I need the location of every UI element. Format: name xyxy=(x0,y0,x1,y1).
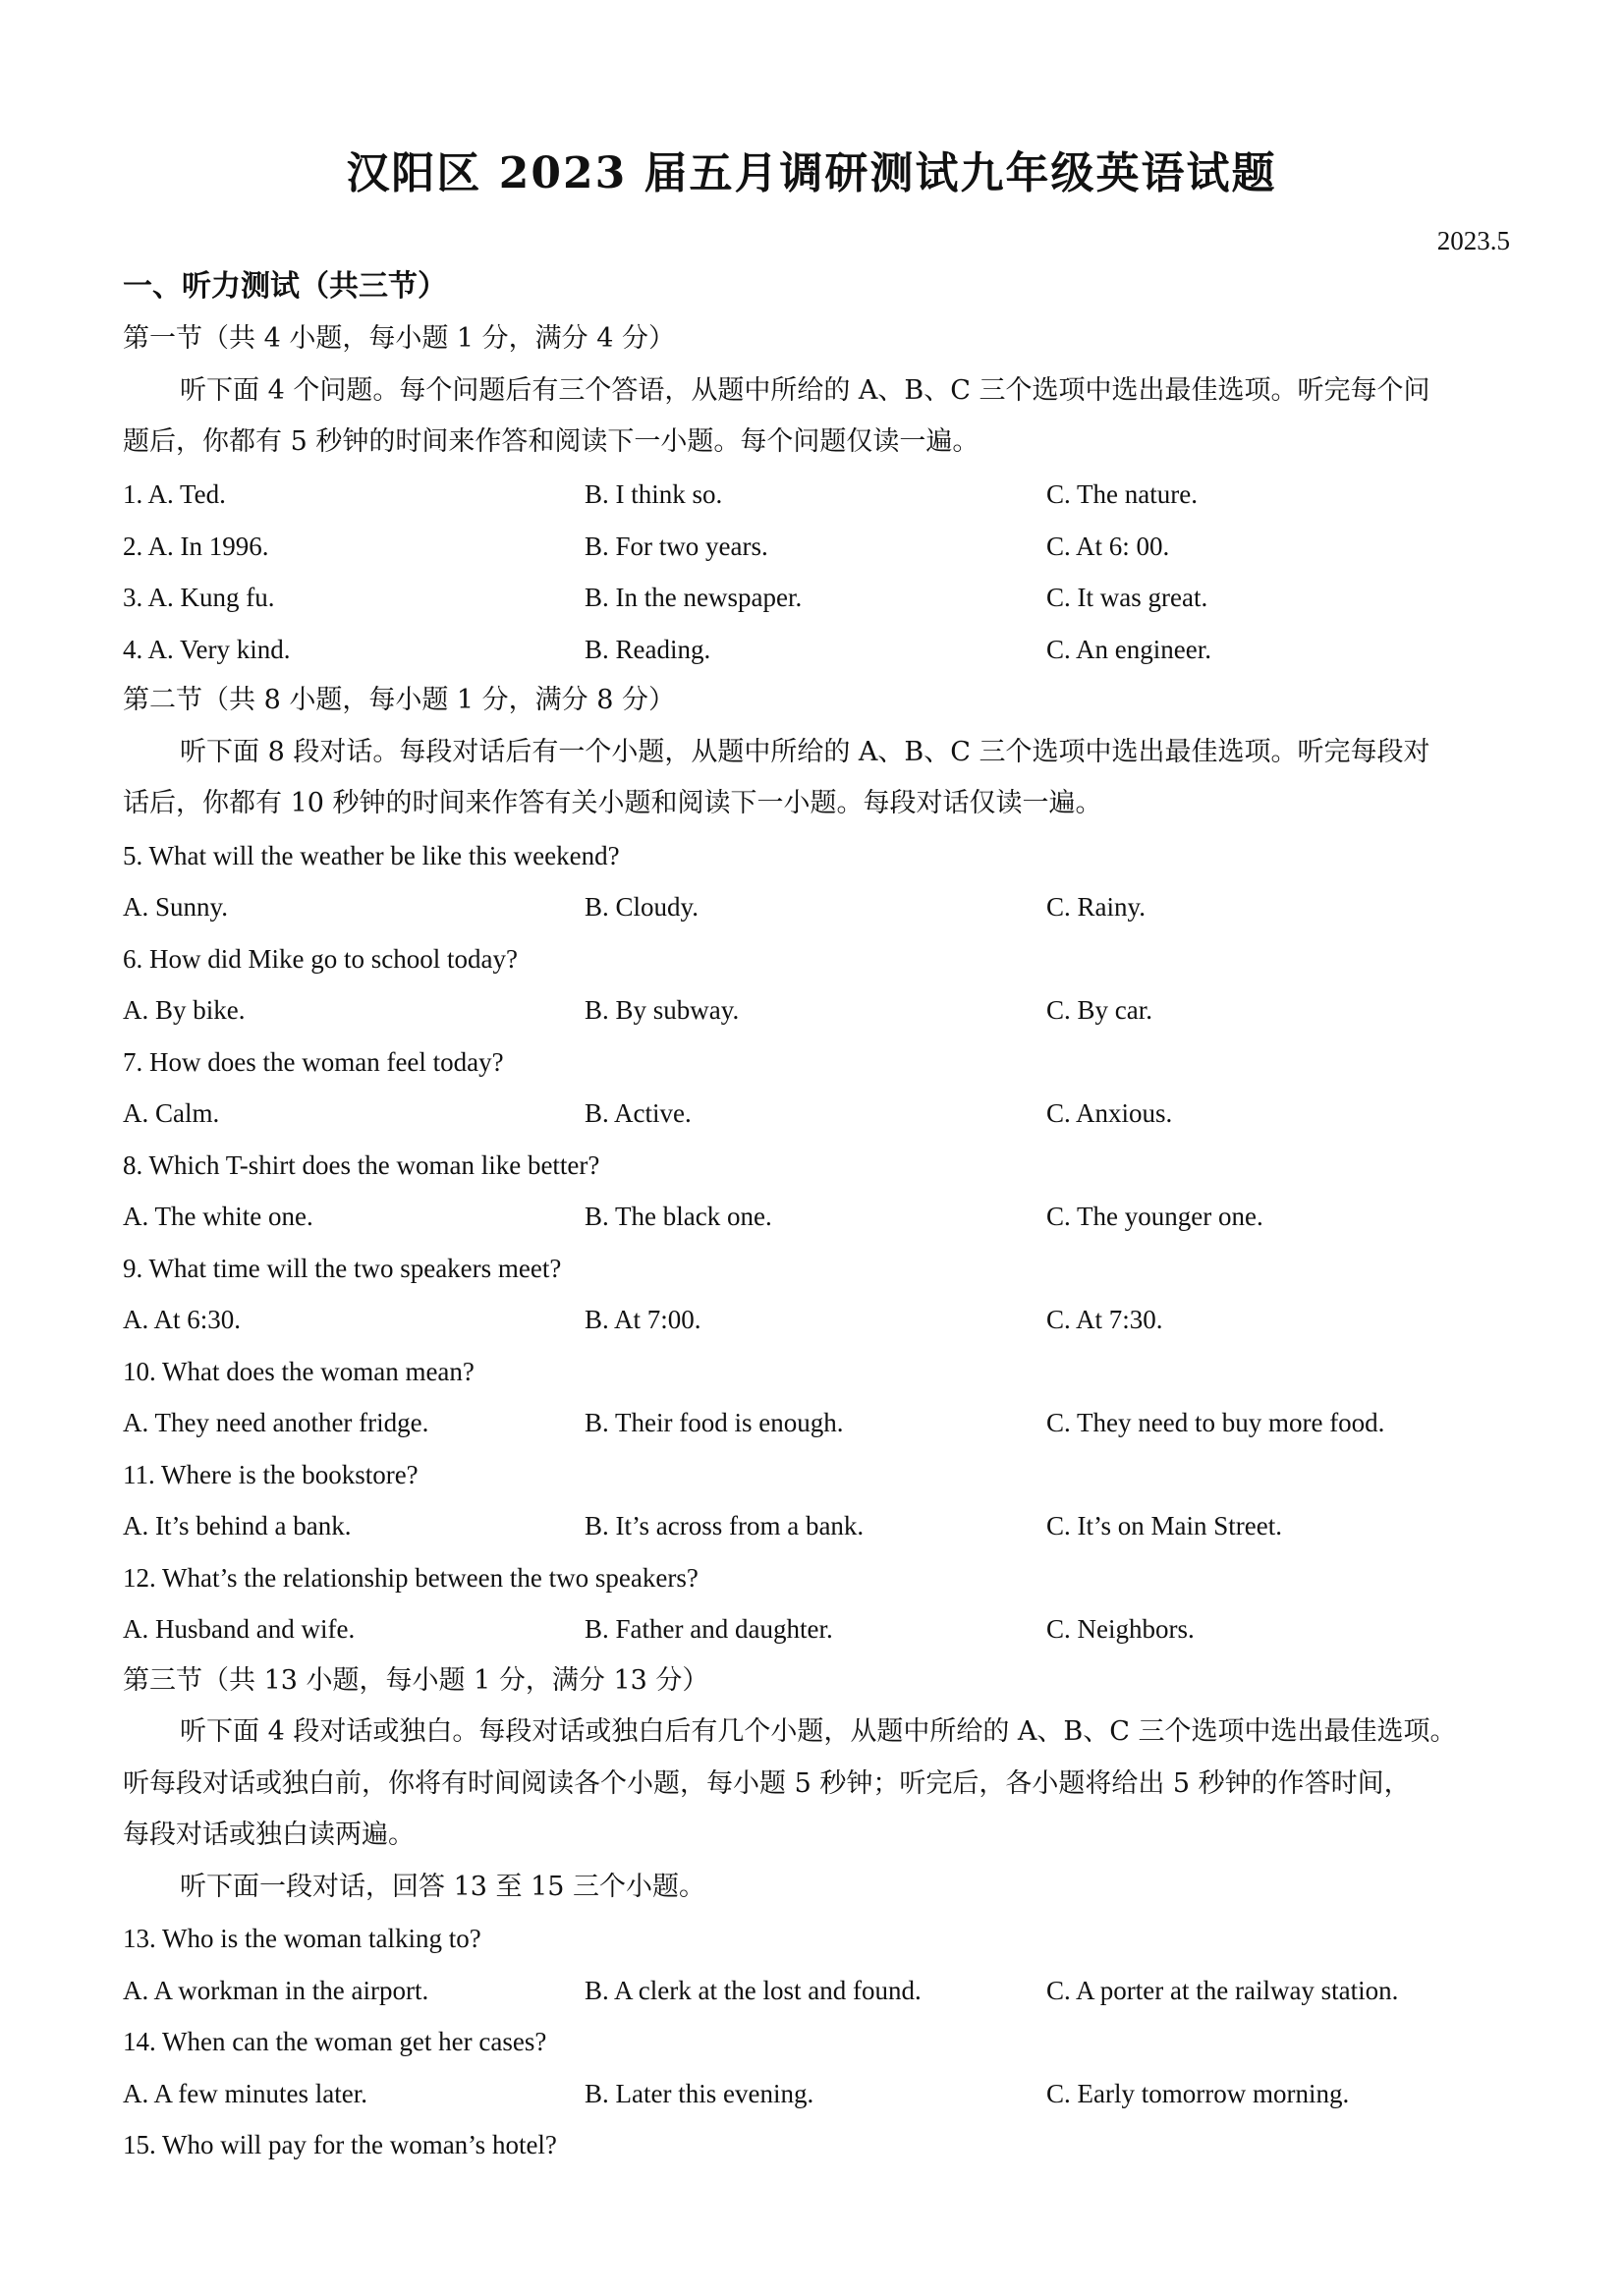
section1-instruction-line2: 题后，你都有 5 秒钟的时间来作答和阅读下一小题。每个问题仅读一遍。 xyxy=(123,426,979,457)
exam-date: 2023.5 xyxy=(1436,226,1510,255)
section3-sub-instruction: 听下面一段对话，回答 13 至 15 三个小题。 xyxy=(180,1872,706,1902)
exam-title: 汉阳区 2023 届五月调研测试九年级英语试题 xyxy=(346,148,1277,198)
question-text: 13. Who is the woman talking to? xyxy=(123,1924,481,1953)
option-b: B. In the newspaper. xyxy=(585,583,803,612)
section3-instruction-line2: 听每段对话或独白前，你将有时间阅读各个小题，每小题 5 秒钟；听完后，各小题将给出 5 秒钟的作答时间， xyxy=(123,1768,1411,1799)
option-b: B. A clerk at the lost and found. xyxy=(585,1976,922,2005)
options-row xyxy=(123,2074,1518,2113)
section1-instruction-line1: 听下面 4 个问题。每个问题后有三个答语，从题中所给的 A、B、C 三个选项中选出最佳选项。听完每个问 xyxy=(180,375,1430,406)
option-a: 2. A. In 1996. xyxy=(123,532,269,561)
question-text: 8. Which T-shirt does the woman like better? xyxy=(123,1150,600,1180)
option-c: C. They need to buy more food. xyxy=(1046,1408,1385,1437)
option-c: C. At 7:30. xyxy=(1046,1305,1163,1334)
question-row xyxy=(123,630,1518,669)
option-b: B. Cloudy. xyxy=(585,892,700,922)
option-c: C. The nature. xyxy=(1046,479,1198,509)
option-b: B. It’s across from a bank. xyxy=(585,1511,865,1540)
options-row xyxy=(123,1093,1518,1133)
option-a: 1. A. Ted. xyxy=(123,479,226,509)
option-c: C. By car. xyxy=(1046,995,1152,1025)
section3-instruction-line1: 听下面 4 段对话或独白。每段对话或独白后有几个小题，从题中所给的 A、B、C 三个选项中选出最佳选项。 xyxy=(180,1716,1457,1747)
option-b: B. Their food is enough. xyxy=(585,1408,844,1437)
option-c: C. Early tomorrow morning. xyxy=(1046,2079,1350,2108)
section2-instruction-line2: 话后，你都有 10 秒钟的时间来作答有关小题和阅读下一小题。每段对话仅读一遍。 xyxy=(123,788,1102,818)
question-text: 6. How did Mike go to school today? xyxy=(123,944,518,974)
question-text: 15. Who will pay for the woman’s hotel? xyxy=(123,2130,557,2159)
question-text: 10. What does the woman mean? xyxy=(123,1357,475,1386)
option-c: C. It’s on Main Street. xyxy=(1046,1511,1282,1540)
option-c: C. Neighbors. xyxy=(1046,1614,1195,1644)
options-row xyxy=(123,1609,1518,1649)
option-c: C. A porter at the railway station. xyxy=(1046,1976,1399,2005)
option-a: 3. A. Kung fu. xyxy=(123,583,275,612)
option-c: C. Rainy. xyxy=(1046,892,1146,922)
option-b: B. By subway. xyxy=(585,995,740,1025)
question-text: 12. What’s the relationship between the two speakers? xyxy=(123,1563,699,1593)
option-a: A. A few minutes later. xyxy=(123,2079,367,2108)
option-b: B. At 7:00. xyxy=(585,1305,701,1334)
option-a: A. It’s behind a bank. xyxy=(123,1511,352,1540)
section1-heading: 第一节（共 4 小题，每小题 1 分，满分 4 分） xyxy=(123,323,676,354)
option-a: A. By bike. xyxy=(123,995,246,1025)
option-a: A. They need another fridge. xyxy=(123,1408,429,1437)
options-row xyxy=(123,990,1518,1030)
option-c: C. Anxious. xyxy=(1046,1098,1173,1128)
section2-heading: 第二节（共 8 小题，每小题 1 分，满分 8 分） xyxy=(123,685,676,715)
question-row xyxy=(123,527,1518,566)
option-b: B. Reading. xyxy=(585,635,711,664)
part-heading: 一、听力测试（共三节） xyxy=(123,269,447,304)
section3-heading: 第三节（共 13 小题，每小题 1 分，满分 13 分） xyxy=(123,1665,709,1696)
options-row xyxy=(123,1506,1518,1545)
question-text: 7. How does the woman feel today? xyxy=(123,1047,504,1077)
option-a: A. At 6:30. xyxy=(123,1305,242,1334)
option-a: 4. A. Very kind. xyxy=(123,635,291,664)
option-b: B. I think so. xyxy=(585,479,723,509)
option-a: A. A workman in the airport. xyxy=(123,1976,429,2005)
question-text: 14. When can the woman get her cases? xyxy=(123,2027,547,2056)
options-row xyxy=(123,1971,1518,2010)
option-a: A. Husband and wife. xyxy=(123,1614,356,1644)
options-row xyxy=(123,887,1518,926)
options-row xyxy=(123,1300,1518,1339)
option-a: A. Calm. xyxy=(123,1098,220,1128)
options-row xyxy=(123,1403,1518,1442)
question-row xyxy=(123,475,1518,514)
option-b: B. Active. xyxy=(585,1098,692,1128)
option-b: B. The black one. xyxy=(585,1202,772,1231)
option-c: C. At 6: 00. xyxy=(1046,532,1170,561)
option-b: B. Father and daughter. xyxy=(585,1614,833,1644)
option-c: C. It was great. xyxy=(1046,583,1208,612)
option-b: B. For two years. xyxy=(585,532,768,561)
question-text: 5. What will the weather be like this weekend? xyxy=(123,841,620,870)
question-text: 9. What time will the two speakers meet? xyxy=(123,1254,562,1283)
section3-instruction-line3: 每段对话或独白读两遍。 xyxy=(123,1820,415,1850)
question-text: 11. Where is the bookstore? xyxy=(123,1460,419,1489)
question-row xyxy=(123,578,1518,617)
section2-instruction-line1: 听下面 8 段对话。每段对话后有一个小题，从题中所给的 A、B、C 三个选项中选出最佳选项。听完每段对 xyxy=(180,737,1430,767)
option-c: C. An engineer. xyxy=(1046,635,1211,664)
options-row xyxy=(123,1197,1518,1236)
option-b: B. Later this evening. xyxy=(585,2079,814,2108)
option-a: A. Sunny. xyxy=(123,892,229,922)
option-c: C. The younger one. xyxy=(1046,1202,1263,1231)
option-a: A. The white one. xyxy=(123,1202,313,1231)
